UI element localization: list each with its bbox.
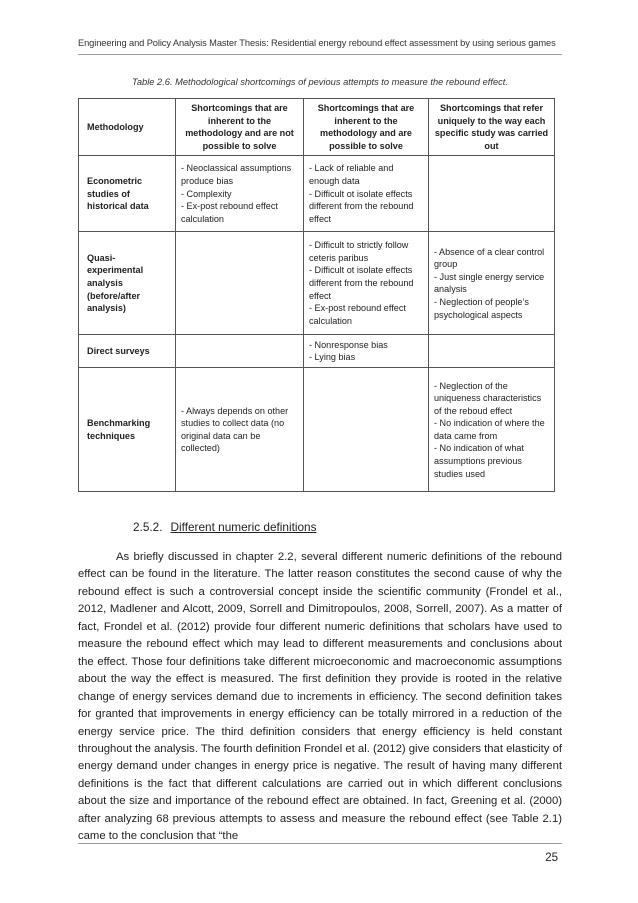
cell-specific [429, 368, 555, 492]
cell-item: - Difficult ot isolate effects different from the rebound effect [309, 188, 414, 224]
cell-solvable [304, 368, 429, 492]
section-heading [133, 520, 317, 534]
cell-item: - No indication of where the data came from [434, 418, 545, 441]
body-text [78, 549, 562, 846]
cell-specific [429, 335, 555, 368]
cell-item: - Difficult ot isolate effects different from the rebound effect [309, 265, 414, 301]
cell-specific [429, 156, 555, 232]
table-row [79, 335, 555, 368]
cell-unsolvable [176, 232, 304, 335]
cell-item: - Lying bias [309, 352, 356, 363]
cell-item: - Always depends on other studies to collect data (no original data can be collected) [181, 405, 289, 454]
table-caption: Table 2.6. Methodological shortcomings of pevious attempts to measure the rebound effect. [132, 77, 508, 87]
cell-item: - No indication of what assumptions previous studies used [434, 443, 524, 479]
footer-rule [78, 843, 562, 844]
section-number: 2.5.2. [133, 520, 163, 534]
row-method: Direct surveys [79, 335, 176, 368]
cell-unsolvable [176, 156, 304, 232]
header-methodology: Methodology [79, 99, 176, 156]
header-specific: Shortcomings that refer uniquely to the way each specific study was carried out [429, 99, 555, 156]
cell-item: - Neglection of the uniqueness characteristics of the reboud effect [434, 380, 542, 416]
cell-item: - Ex-post rebound effect calculation [309, 303, 406, 326]
cell-solvable [304, 232, 429, 335]
cell-item: - Nonresponse bias [309, 339, 388, 350]
running-header: Engineering and Policy Analysis Master Thesis: Residential energy rebound effect assessment by using serious games [78, 38, 556, 48]
row-method: Econometric studies of historical data [79, 156, 176, 232]
body-paragraph: As briefly discussed in chapter 2.2, several different numeric definitions of the rebound effect can be found in the literature. The latter reason constitutes the second cause of why the rebound effect is such a controversial concept inside the scientific community (Frondel et al., 2012, Madlener and Alcott, 2009, Sorrell and Dimitropoulos, 2008, Sorrell, 2007). As a matter of fact, Frondel et al. (2012) provide four different numeric definitions that scholars have used to measure the rebound effect which may lead to different measurements and conclusions about the effect. Those four definitions take different microeconomic and macroeconomic assumptions about the way the effect is measured. The first definition they provide is rooted in the relative change of energy services demand due to increments in efficiency. The second definition takes for granted that improvements in energy efficiency can be totally mirrored in a reduction of the energy service price. The third definition considers that energy efficiency is held constant throughout the analysis. The fourth definition Frondel et al. (2012) give considers that elasticity of energy demand under changes in energy price is negative. The result of having many different definitions is the fact that different calculations are carried out in which different conclusions about the size and importance of the rebound effect are obtained. In fact, Greening et al. (2000) after analyzing 68 previous attempts to assess and measure the rebound effect (see Table 2.1) came to the conclusion that “the [78, 551, 562, 843]
header-rule [78, 54, 562, 55]
cell-item: - Absence of a clear control group [434, 246, 545, 270]
row-method: Quasi-experimental analysis (before/after analysis) [79, 232, 176, 335]
cell-specific [429, 232, 555, 335]
cell-item: - Just single energy service analysis [434, 271, 545, 295]
cell-item: - Complexity [181, 188, 232, 199]
page-number: 25 [545, 852, 558, 864]
cell-solvable [304, 335, 429, 368]
header-solvable: Shortcomings that are inherent to the methodology and are possible to solve [304, 99, 429, 156]
table-row [79, 232, 555, 335]
row-method: Benchmarking techniques [79, 368, 176, 492]
cell-unsolvable [176, 335, 304, 368]
header-unsolvable: Shortcomings that are inherent to the methodology and are not possible to solve [176, 99, 304, 156]
shortcomings-table [78, 98, 555, 492]
cell-unsolvable [176, 368, 304, 492]
section-title: Different numeric definitions [170, 520, 317, 534]
cell-solvable [304, 156, 429, 232]
table-row [79, 156, 555, 232]
cell-item: - Ex-post rebound effect calculation [181, 201, 278, 224]
cell-item: - Neoclassical assumptions produce bias [181, 163, 292, 186]
cell-item: - Difficult to strictly follow ceteris paribus [309, 240, 409, 263]
cell-item: - Lack of reliable and enough data [309, 163, 394, 186]
cell-item: - Neglection of people’s psychological aspects [434, 296, 529, 320]
table-row [79, 368, 555, 492]
